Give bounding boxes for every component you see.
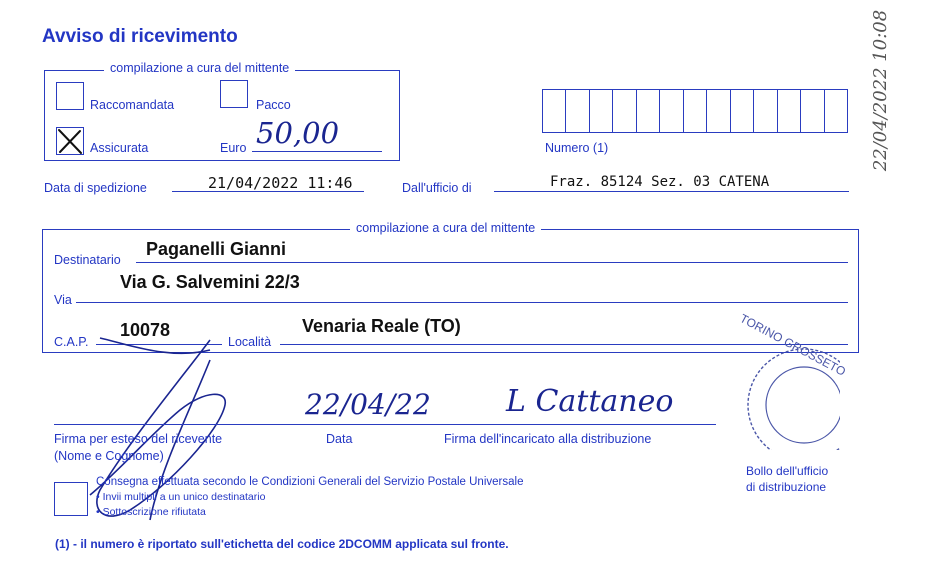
firma-label-2: (Nome e Cognome) <box>54 449 164 463</box>
postmark-text: TORINO GROSSETO <box>737 311 848 379</box>
numero-cell[interactable] <box>801 89 824 133</box>
consegna-text: Consegna effettuata secondo le Condizioni Generali del Servizio Postale Universale <box>96 476 524 488</box>
localita-label: Località <box>228 335 272 349</box>
consegna-checkbox[interactable] <box>54 482 88 516</box>
consegna-bullet-2: • Sottoscrizione rifiutata <box>96 506 206 518</box>
raccomandata-checkbox[interactable] <box>56 82 84 110</box>
via-label: Via <box>54 293 72 307</box>
recipient-legend: compilazione a cura del mittente <box>350 221 541 235</box>
bollo-label-2: di distribuzione <box>746 480 827 494</box>
form-title: Avviso di ricevimento <box>42 26 238 47</box>
numero-cell[interactable] <box>637 89 660 133</box>
ufficio-line <box>494 191 849 192</box>
bollo-label-1: Bollo dell'ufficio <box>746 464 829 478</box>
assicurata-checkbox[interactable] <box>56 127 84 155</box>
via-value: Via G. Salvemini 22/3 <box>120 272 300 292</box>
cap-value: 10078 <box>120 320 171 340</box>
ufficio-label: Dall'ufficio di <box>402 181 472 195</box>
signature-line <box>54 424 716 425</box>
numero-cell[interactable] <box>731 89 754 133</box>
incaricato-signature: L Cattaneo <box>506 384 674 419</box>
pacco-label: Pacco <box>256 98 291 112</box>
destinatario-label: Destinatario <box>54 253 121 267</box>
numero-cell[interactable] <box>754 89 777 133</box>
data-spedizione-value: 21/04/2022 11:46 <box>208 174 353 192</box>
destinatario-value: Paganelli Gianni <box>146 239 287 259</box>
data-label: Data <box>326 432 353 446</box>
numero-cell[interactable] <box>825 89 848 133</box>
via-line <box>76 302 848 303</box>
euro-label: Euro <box>220 141 247 155</box>
assicurata-label: Assicurata <box>90 141 149 155</box>
consegna-bullet-1: • Invii multipli a un unico destinatario <box>96 491 266 503</box>
postmark-stamp <box>737 311 848 450</box>
incaricato-label: Firma dell'incaricato alla distribuzione <box>444 432 652 446</box>
checkmark-x-icon <box>56 127 84 155</box>
data-consegna-value: 22/04/22 <box>305 388 431 421</box>
numero-cell[interactable] <box>660 89 683 133</box>
numero-cell[interactable] <box>778 89 801 133</box>
destinatario-line <box>136 262 848 263</box>
numero-cells <box>542 89 848 133</box>
pacco-checkbox[interactable] <box>220 80 248 108</box>
numero-cell[interactable] <box>613 89 636 133</box>
numero-cell[interactable] <box>542 89 566 133</box>
numero-label: Numero (1) <box>545 141 609 155</box>
cap-label: C.A.P. <box>54 335 89 349</box>
numero-cell[interactable] <box>684 89 707 133</box>
numero-cell[interactable] <box>707 89 730 133</box>
data-spedizione-label: Data di spedizione <box>44 181 147 195</box>
euro-value: 50,00 <box>256 116 340 150</box>
numero-cell[interactable] <box>590 89 613 133</box>
numero-cell[interactable] <box>566 89 589 133</box>
euro-line <box>252 151 382 152</box>
raccomandata-label: Raccomandata <box>90 98 175 112</box>
ufficio-value: Fraz. 85124 Sez. 03 CATENA <box>550 174 770 190</box>
firma-label-1: Firma per esteso del ricevente <box>54 432 223 446</box>
localita-value: Venaria Reale (TO) <box>302 316 461 336</box>
sender-legend: compilazione a cura del mittente <box>104 61 295 75</box>
side-note: 22/04/2022 10:08 <box>870 9 892 172</box>
footnote: (1) - il numero è riportato sull'etichetta del codice 2DCOMM applicata sul fronte. <box>55 537 509 551</box>
